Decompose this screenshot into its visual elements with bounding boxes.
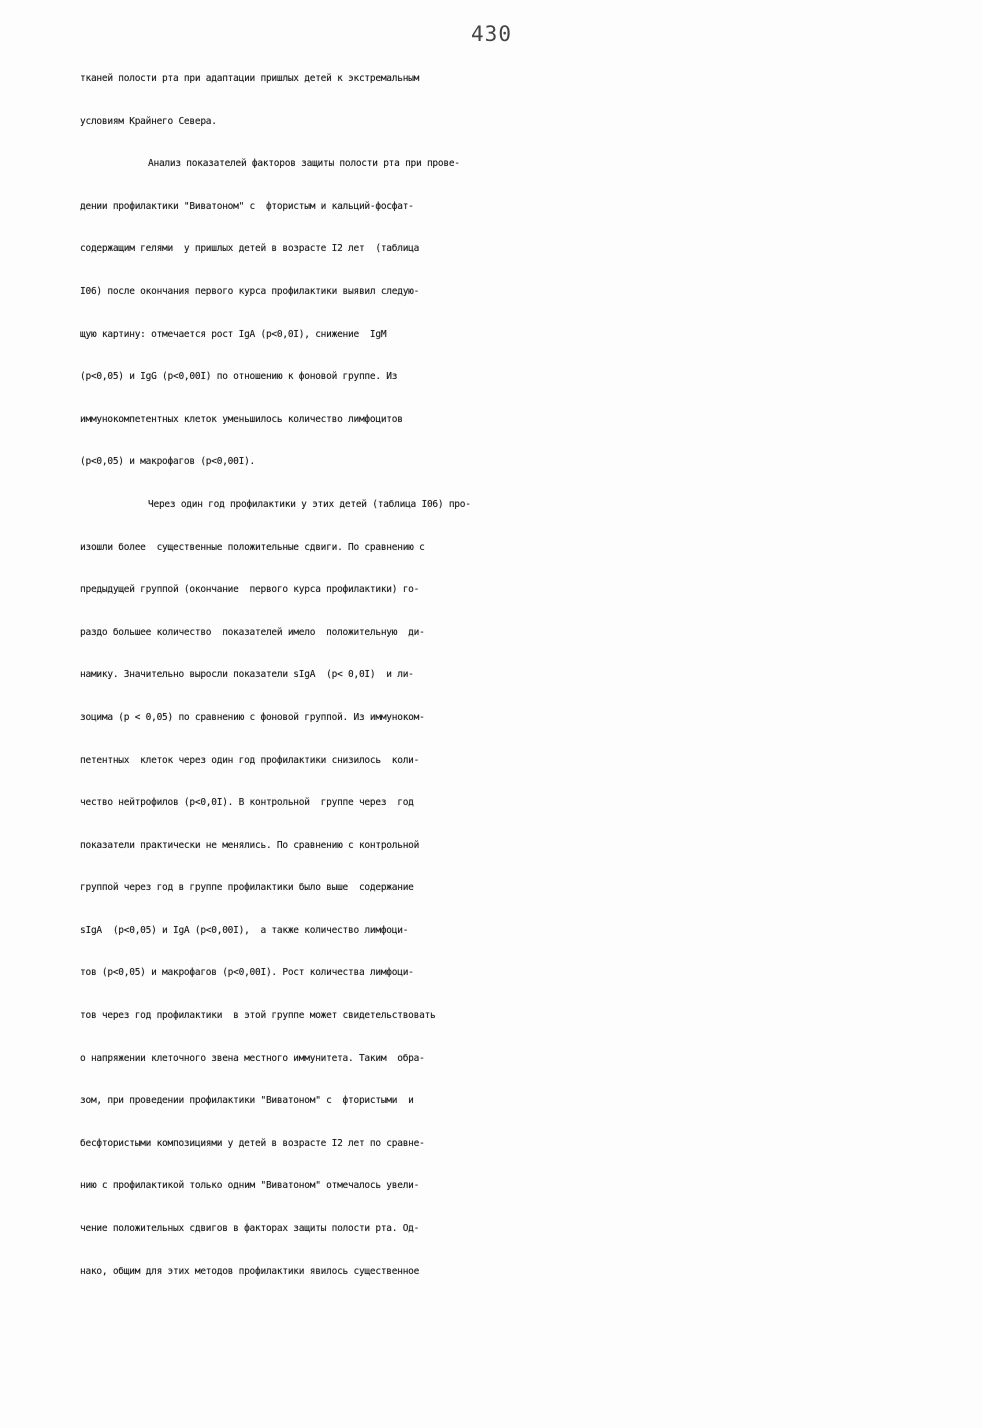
text-line: чество нейтрофилов (p<0,0I). В контрольной группе через год [80, 797, 414, 809]
text-line: тов через год профилактики в этой группе может свидетельствовать [80, 1010, 436, 1022]
text-line: щую картину: отмечается рост IgA (p<0,0I), снижение IgM [80, 328, 387, 340]
text-line: sIgA (p<0,05) и IgA (p<0,00I), а также количество лимфоци- [80, 924, 409, 936]
text-line: тов (p<0,05) и макрофагов (p<0,00I). Рост количества лимфоци- [80, 967, 414, 979]
text-line: нако, общим для этих методов профилактики явилось существенное [80, 1265, 420, 1277]
text-line: нию с профилактикой только одним "Виватоном" отмечалось увели- [80, 1180, 420, 1192]
text-line: бесфтористыми композициями у детей в возрасте I2 лет по сравне- [80, 1137, 425, 1149]
page-number: 430 [471, 22, 512, 46]
text-line: условиям Крайнего Севера. [80, 115, 217, 127]
text-line: петентных клеток через один год профилактики снизилось коли- [80, 754, 420, 766]
text-line: Анализ показателей факторов защиты полости рта при прове- [148, 158, 460, 170]
text-line: показатели практически не менялись. По сравнению с контрольной [80, 839, 420, 851]
text-line: тканей полости рта при адаптации пришлых детей к экстремальным [80, 73, 420, 84]
text-line: намику. Значительно выросли показатели sIgA (p< 0,0I) и ли- [80, 669, 414, 681]
text-line: (p<0,05) и макрофагов (p<0,00I). [80, 456, 256, 468]
text-line: зоцима (p < 0,05) по сравнению с фоновой группой. Из иммуноком- [80, 711, 425, 723]
text-line: содержащим гелями у пришлых детей в возрасте I2 лет (таблица [80, 243, 420, 255]
text-line: предыдущей группой (окончание первого курса профилактики) го- [80, 584, 420, 596]
body-text [80, 58, 900, 1293]
text-line: иммунокомпетентных клеток уменьшилось количество лимфоцитов [80, 413, 403, 425]
text-line: (p<0,05) и IgG (p<0,00I) по отношению к фоновой группе. Из [80, 371, 398, 383]
text-line: дении профилактики "Виватоном" с фтористым и кальций-фосфат- [80, 200, 414, 212]
text-line: чение положительных сдвигов в факторах защиты полости рта. Од- [80, 1223, 420, 1235]
text-line: о напряжении клеточного звена местного иммунитета. Таким обра- [80, 1052, 425, 1064]
text-line: раздо большее количество показателей имело положительную ди- [80, 626, 425, 638]
text-line: Через один год профилактики у этих детей (таблица I06) про- [148, 498, 471, 510]
text-line: группой через год в группе профилактики было выше содержание [80, 882, 414, 894]
text-line: I06) после окончания первого курса профилактики выявил следую- [80, 285, 420, 297]
text-line: изошли более существенные положительные сдвиги. По сравнению с [80, 541, 425, 553]
text-line: зом, при проведении профилактики "Виватоном" с фтористыми и [80, 1095, 414, 1107]
